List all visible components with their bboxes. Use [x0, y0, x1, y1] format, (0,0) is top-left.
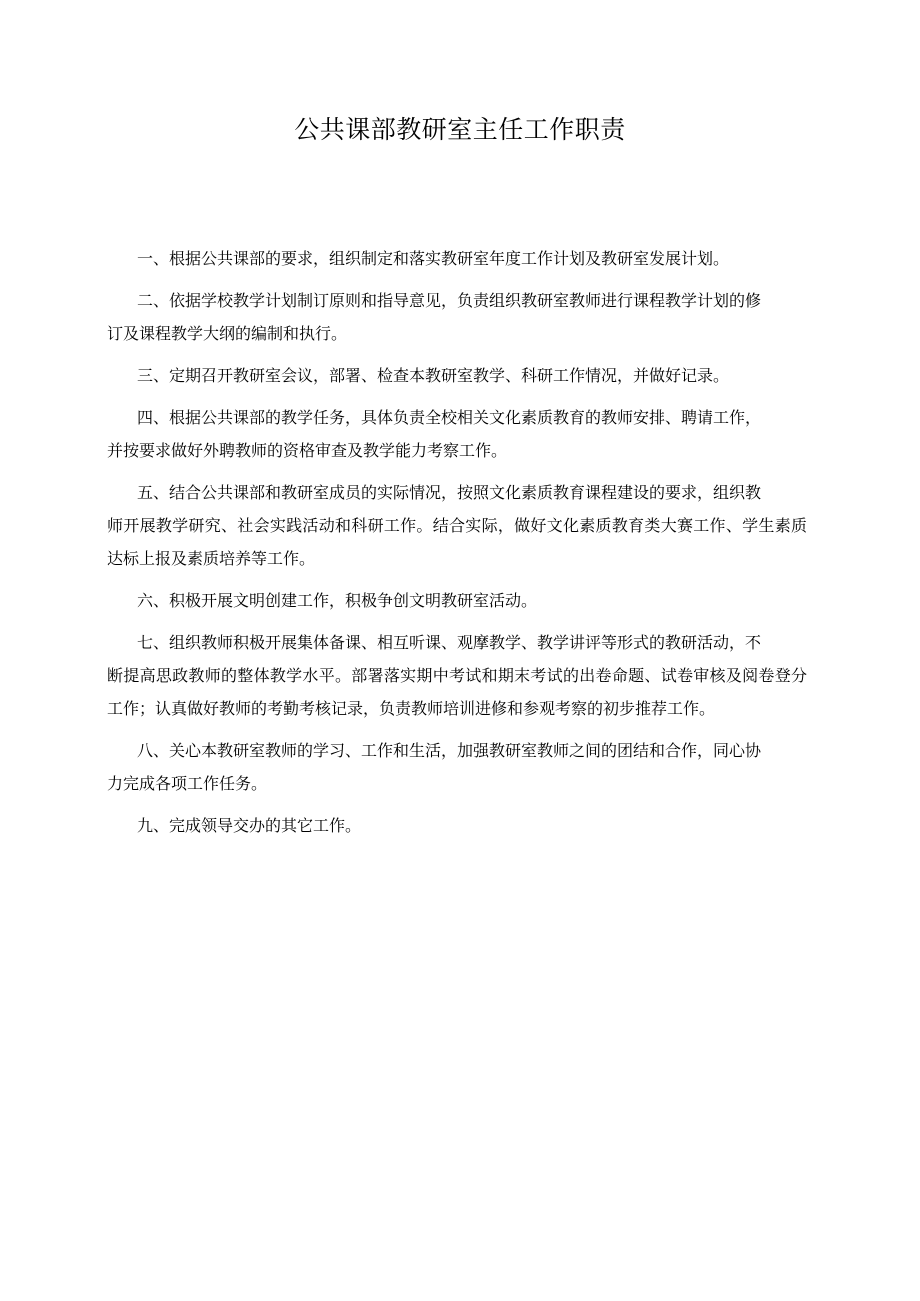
duty-paragraph-7 [107, 626, 807, 725]
paragraph-first-line: 七、组织教师积极开展集体备课、相互听课、观摩教学、教学讲评等形式的教研活动，不 [137, 633, 762, 652]
paragraph-first-line: 八、关心本教研室教师的学习、工作和生活，加强教研室教师之间的团结和合作，同心协 [137, 741, 762, 760]
duty-paragraph-2 [107, 284, 807, 350]
paragraph-continuation: 力完成各项工作任务。 [107, 774, 268, 793]
duty-paragraph-3 [137, 359, 807, 392]
duty-paragraph-5 [107, 476, 807, 575]
document-body [107, 242, 807, 851]
paragraph-continuation: 并按要求做好外聘教师的资格审查及教学能力考察工作。 [107, 441, 508, 460]
paragraph-first-line: 二、依据学校教学计划制订原则和指导意见，负责组织教研室教师进行课程教学计划的修 [137, 291, 762, 310]
duty-paragraph-4 [107, 401, 807, 467]
paragraph-first-line: 四、根据公共课部的教学任务，具体负责全校相关文化素质教育的教师安排、聘请工作， [137, 408, 762, 427]
duty-paragraph-6 [137, 584, 807, 617]
paragraph-first-line: 一、根据公共课部的要求，组织制定和落实教研室年度工作计划及教研室发展计划。 [137, 249, 730, 268]
paragraph-first-line: 六、积极开展文明创建工作，积极争创文明教研室活动。 [137, 591, 538, 610]
duty-paragraph-1 [137, 242, 807, 275]
paragraph-continuation: 师开展教学研究、社会实践活动和科研工作。结合实际，做好文化素质教育类大赛工作、学生素质达标上报及素质培养等工作。 [107, 516, 807, 568]
paragraph-first-line: 三、定期召开教研室会议，部署、检查本教研室教学、科研工作情况，并做好记录。 [137, 366, 730, 385]
paragraph-first-line: 九、完成领导交办的其它工作。 [137, 816, 362, 835]
document-title: 公共课部教研室主任工作职责 [294, 115, 626, 144]
paragraph-continuation: 订及课程教学大纲的编制和执行。 [107, 324, 348, 343]
duty-paragraph-8 [107, 734, 807, 800]
paragraph-continuation: 断提高思政教师的整体教学水平。部署落实期中考试和期末考试的出卷命题、试卷审核及阅卷登分工作；认真做好教师的考勤考核记录，负责教师培训进修和参观考察的初步推荐工作。 [107, 666, 807, 718]
paragraph-first-line: 五、结合公共课部和教研室成员的实际情况，按照文化素质教育课程建设的要求，组织教 [137, 483, 762, 502]
duty-paragraph-9 [137, 809, 807, 842]
